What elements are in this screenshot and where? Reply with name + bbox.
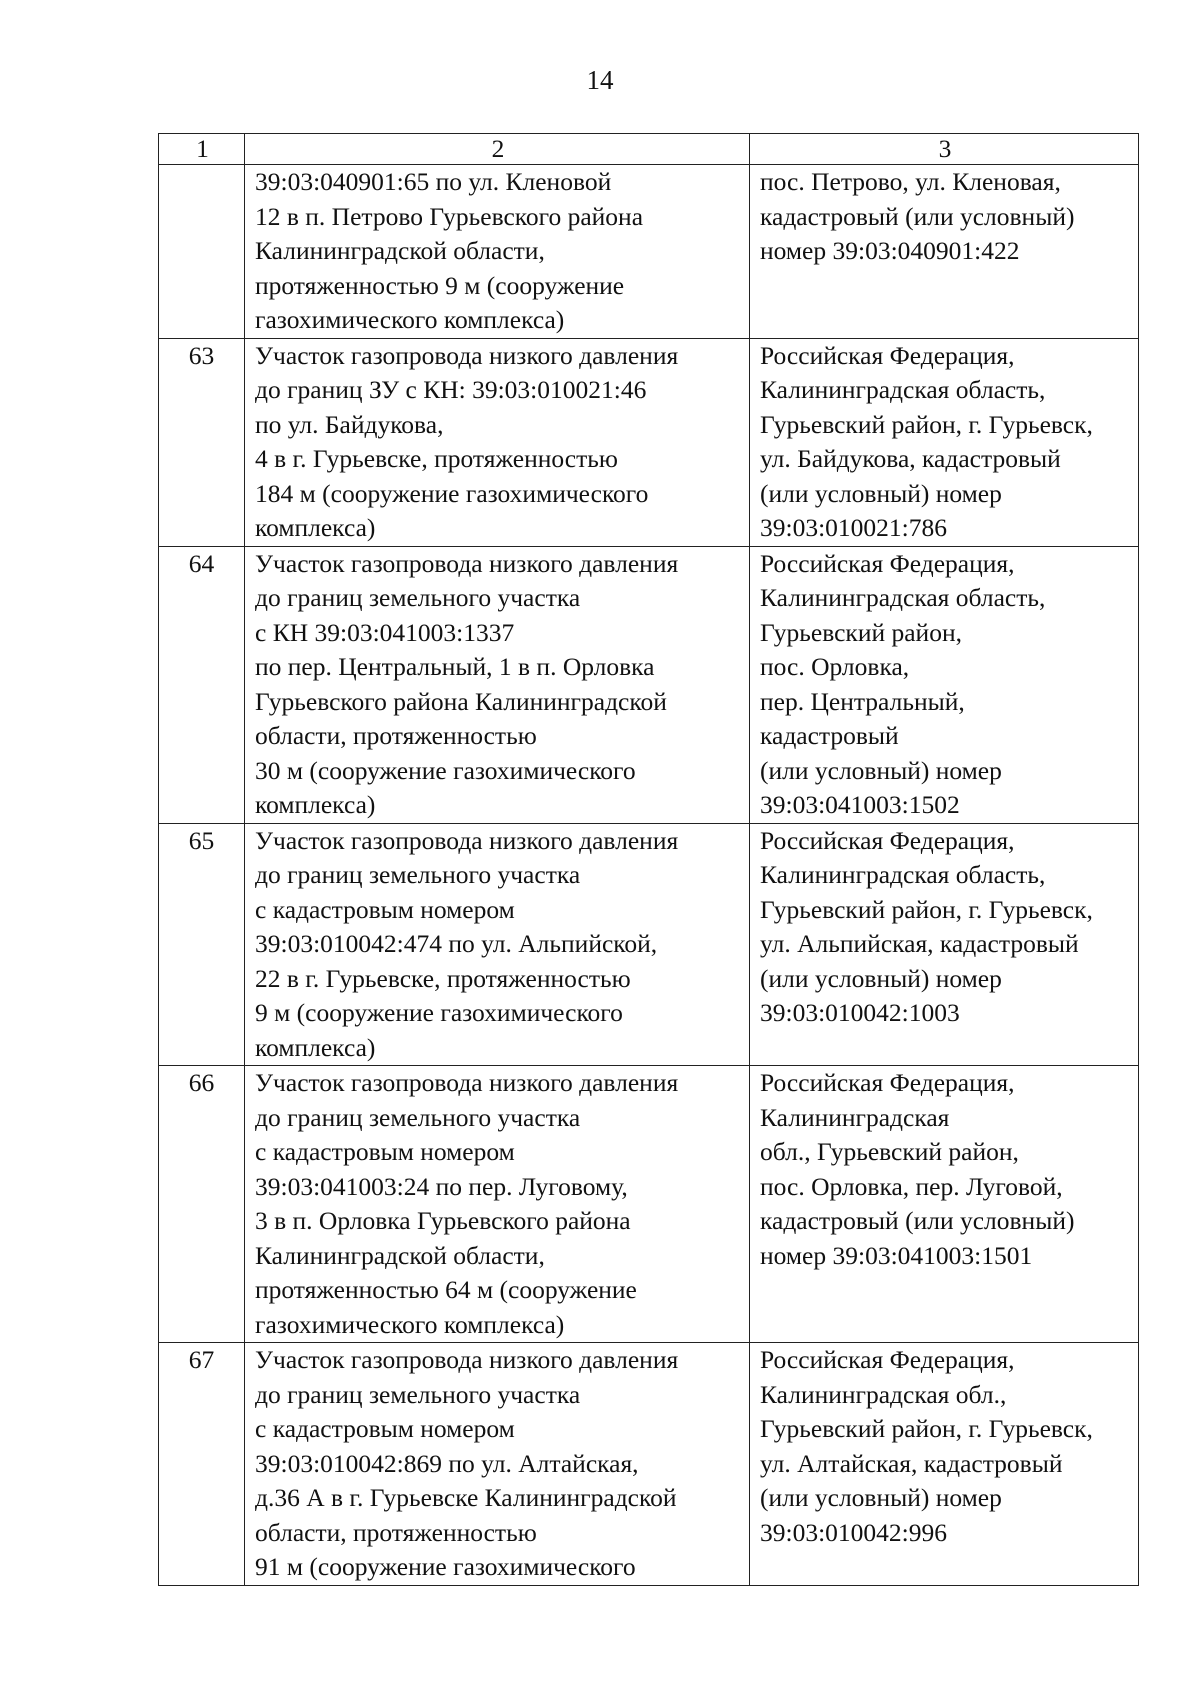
table-row — [159, 1343, 1139, 1586]
registry-table — [158, 133, 1139, 1586]
row-description-cell: Участок газопровода низкого давления до границ ЗУ с КН: 39:03:010021:46 по ул. Байдукова, 4 в г. Гурьевске, протяженностью 184 м (сооружение газохимического комплекса) — [245, 338, 750, 546]
row-location-cell: Российская Федерация, Калининградская обл., Гурьевский район, пос. Орловка, пер. Луговой, кадастровый (или условный) номер 39:03:041003:1501 — [750, 1066, 1139, 1343]
column-header-number: 1 — [159, 134, 245, 165]
row-location-cell: Российская Федерация, Калининградская область, Гурьевский район, г. Гурьевск, ул. Байдукова, кадастровый (или условный) номер 39:03:010021:786 — [750, 338, 1139, 546]
row-location-cell: Российская Федерация, Калининградская область, Гурьевский район, пос. Орловка, пер. Центральный, кадастровый (или условный) номер 39:03:041003:1502 — [750, 546, 1139, 823]
column-header-description: 2 — [245, 134, 750, 165]
row-location-cell: пос. Петрово, ул. Кленовая, кадастровый (или условный) номер 39:03:040901:422 — [750, 165, 1139, 339]
table-row — [159, 1066, 1139, 1343]
row-description-cell: Участок газопровода низкого давления до границ земельного участка с кадастровым номером 39:03:010042:869 по ул. Алтайская, д.36 А в г. Гурьевске Калининградской области, протяженностью 91 м (сооружение газохимического — [245, 1343, 750, 1586]
row-location-cell: Российская Федерация, Калининградская обл., Гурьевский район, г. Гурьевск, ул. Алтайская, кадастровый (или условный) номер 39:03:010042:996 — [750, 1343, 1139, 1586]
row-description-cell: Участок газопровода низкого давления до границ земельного участка с кадастровым номером 39:03:041003:24 по пер. Луговому, 3 в п. Орловка Гурьевского района Калининградской области, протяженностью 64 м (сооружение газохимического комплекса) — [245, 1066, 750, 1343]
page-number: 14 — [586, 65, 614, 95]
row-location-cell: Российская Федерация, Калининградская область, Гурьевский район, г. Гурьевск, ул. Альпийская, кадастровый (или условный) номер 39:03:010042:1003 — [750, 823, 1139, 1066]
table-row — [159, 338, 1139, 546]
table-row — [159, 546, 1139, 823]
table-row — [159, 823, 1139, 1066]
table-header-row — [159, 134, 1139, 165]
row-number-cell: 67 — [159, 1343, 245, 1586]
table-row — [159, 165, 1139, 339]
column-header-location: 3 — [750, 134, 1139, 165]
row-number-cell: 64 — [159, 546, 245, 823]
row-description-cell: Участок газопровода низкого давления до границ земельного участка с КН 39:03:041003:1337 по пер. Центральный, 1 в п. Орловка Гурьевского района Калининградской области, протяженностью 30 м (сооружение газохимического комплекса) — [245, 546, 750, 823]
row-number-cell — [159, 165, 245, 339]
row-number-cell: 63 — [159, 338, 245, 546]
row-number-cell: 65 — [159, 823, 245, 1066]
row-number-cell: 66 — [159, 1066, 245, 1343]
row-description-cell: Участок газопровода низкого давления до границ земельного участка с кадастровым номером 39:03:010042:474 по ул. Альпийской, 22 в г. Гурьевске, протяженностью 9 м (сооружение газохимического комплекса) — [245, 823, 750, 1066]
row-description-cell: 39:03:040901:65 по ул. Кленовой 12 в п. Петрово Гурьевского района Калининградской области, протяженностью 9 м (сооружение газохимического комплекса) — [245, 165, 750, 339]
